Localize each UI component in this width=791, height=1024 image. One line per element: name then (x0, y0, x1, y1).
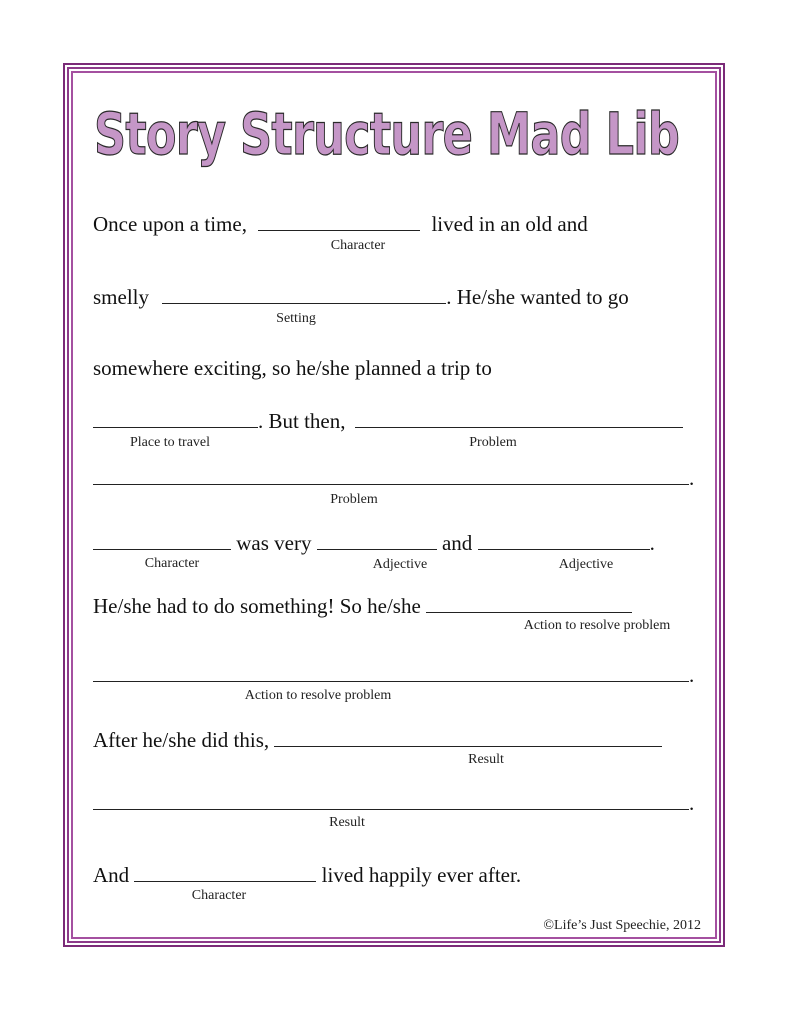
label-character-2: Character (144, 556, 200, 571)
line11-text-b: lived happily ever after. (321, 863, 522, 887)
label-character-3: Character (191, 888, 247, 903)
line10-period: . (689, 791, 695, 815)
story-line-1 (93, 212, 588, 235)
blank-action-1[interactable] (426, 594, 632, 613)
story-line-8 (93, 663, 694, 686)
line9-text: After he/she did this, (93, 728, 270, 752)
story-line-2 (93, 285, 629, 308)
label-action-1: Action to resolve problem (523, 618, 671, 633)
label-adjective-2: Adjective (558, 557, 614, 572)
story-line-6 (93, 531, 655, 554)
line6-period: . (649, 531, 655, 555)
line1-text-a: Once upon a time, (93, 212, 247, 236)
line5-period: . (689, 466, 695, 490)
copyright-credit: ©Life’s Just Speechie, 2012 (543, 918, 701, 933)
label-action-2: Action to resolve problem (244, 688, 392, 703)
blank-setting[interactable] (162, 285, 446, 304)
blank-result-2[interactable] (93, 791, 689, 810)
story-line-9 (93, 728, 662, 751)
line8-period: . (689, 663, 695, 687)
page-title (92, 88, 692, 188)
label-place-to-travel: Place to travel (129, 435, 211, 450)
blank-result-1[interactable] (274, 728, 662, 747)
story-line-7 (93, 594, 632, 617)
blank-problem-2[interactable] (93, 466, 689, 485)
story-line-3: somewhere exciting, so he/she planned a trip to (93, 356, 492, 380)
blank-character-2[interactable] (93, 531, 231, 550)
blank-place-to-travel[interactable] (93, 409, 258, 428)
title-graphic (92, 88, 692, 188)
label-problem-2: Problem (330, 492, 378, 507)
story-line-5 (93, 466, 694, 489)
line2-text-a: smelly (93, 285, 149, 309)
label-setting: Setting (276, 311, 316, 326)
line7-text: He/she had to do something! So he/she (93, 594, 421, 618)
blank-character-1[interactable] (258, 212, 420, 231)
story-line-10 (93, 791, 694, 814)
title-text: Story Structure Mad Lib (94, 100, 679, 168)
blank-action-2[interactable] (93, 663, 689, 682)
label-character-1: Character (330, 238, 386, 253)
story-line-4 (93, 409, 683, 432)
blank-adjective-2[interactable] (478, 531, 650, 550)
label-problem-1: Problem (469, 435, 517, 450)
blank-adjective-1[interactable] (317, 531, 437, 550)
line4-text-a: . But then, (258, 409, 346, 433)
page-border (63, 63, 725, 947)
label-adjective-1: Adjective (372, 557, 428, 572)
line11-text-a: And (93, 863, 130, 887)
line1-text-b: lived in an old and (431, 212, 588, 236)
label-result-1: Result (468, 752, 504, 767)
label-result-2: Result (329, 815, 365, 830)
line6-text-b: and (441, 531, 473, 555)
blank-problem-1[interactable] (355, 409, 683, 428)
line6-text-a: was very (236, 531, 312, 555)
line2-text-b: . He/she wanted to go (446, 285, 629, 309)
blank-character-3[interactable] (134, 863, 316, 882)
story-line-11 (93, 863, 521, 886)
